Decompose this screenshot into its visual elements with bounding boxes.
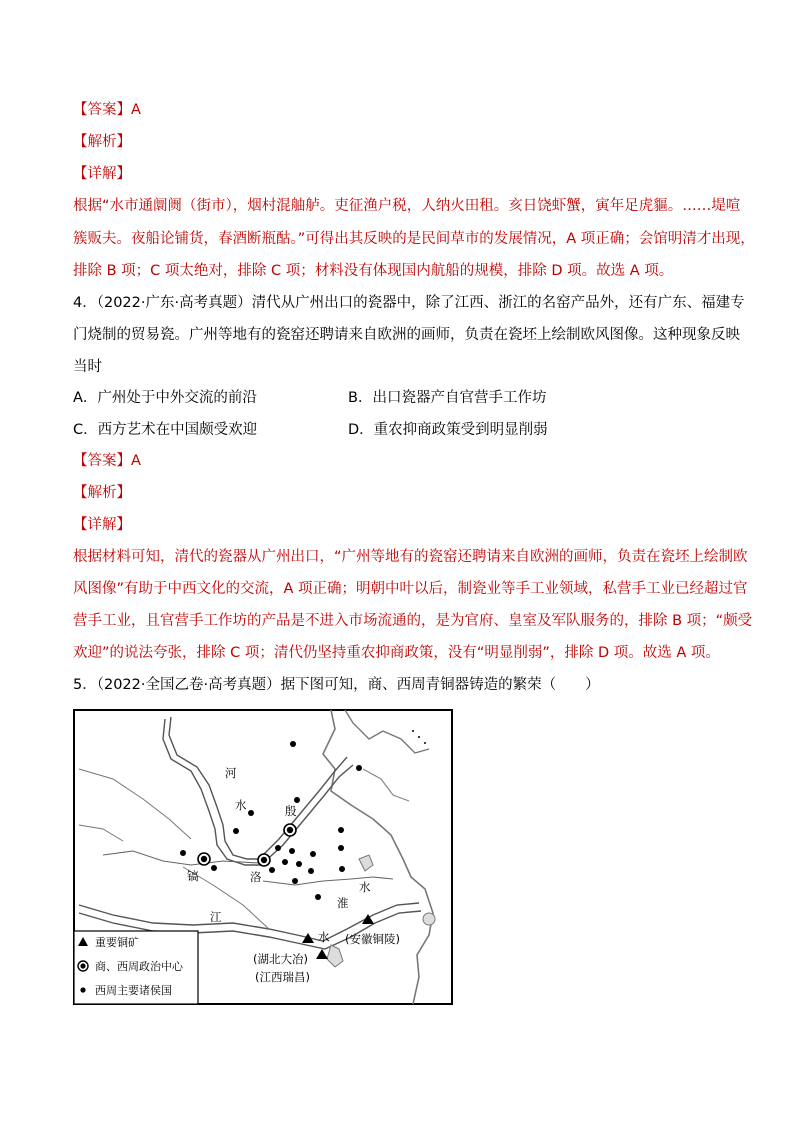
analysis-tag: 【解析】 (73, 134, 131, 150)
q4-detail-line-3: 营手工业，且官营手工作坊的产品是不进入市场流通的，是为官府、皇室及军队服务的，排除 B 项；“颇受 (73, 613, 753, 629)
legend-center: 商、西周政治中心 (95, 960, 183, 973)
label-huai: 淮 (337, 896, 349, 910)
answer-tag: 【答案】 (73, 453, 131, 469)
label-he: 河 (225, 766, 237, 780)
q3-detail-line-1: 根据“水市通阛阓（街市），烟村混舳舻。吏征渔户税，人纳火田租。亥日饶虾蟹，寅年足虎貙。……堤喧 (73, 198, 741, 214)
political-center-luo (258, 854, 270, 866)
q4-stem-line-1: 4．（2022·广东·高考真题）清代从广州出口的瓷器中，除了江西、浙江的名窑产品外，还有广东、福建专 (73, 295, 745, 311)
q4-option-a: A．广州处于中外交流的前沿 (73, 390, 257, 406)
bronze-map-figure (73, 709, 453, 1005)
q4-detail-line-2: 风图像”有助于中西文化的交流，A 项正确；明朝中叶以后，制瓷业等手工业领域，私营手工业已经超过官 (73, 581, 748, 597)
q4-detail-line-4: 欢迎”的说法夸张，排除 C 项；清代仍坚持重农抑商政策，没有“明显削弱”，排除 D 项。故选 A 项。 (73, 645, 720, 661)
answer-value: A (131, 102, 141, 118)
q4-option-b: B．出口瓷器产自官营手工作坊 (348, 390, 547, 406)
label-jiangxi: (江西瑞昌) (255, 970, 310, 984)
legend-vassal: 西周主要诸侯国 (95, 984, 172, 997)
label-jiang: 江 (210, 910, 222, 924)
label-shui-c: 水 (318, 930, 330, 944)
detail-tag: 【详解】 (73, 517, 131, 533)
q4-stem-line-2: 门烧制的贸易瓷。广州等地有的瓷窑还聘请来自欧洲的画师，负责在瓷坯上绘制欧风图像。这种现象反映 (73, 327, 740, 343)
q4-detail-tag (73, 515, 131, 535)
q3-detail-line-3: 排除 B 项；C 项太绝对，排除 C 项；材料没有体现国内航船的规模，排除 D 项。故选 A 项。 (73, 263, 674, 279)
q3-detail-line-2: 簇贩夫。夜船论铺货，春酒断瓶酤。”可得出其反映的是民间草市的发展情况，A 项正确；会馆明清才出现， (73, 231, 755, 247)
label-shui-b: 水 (359, 880, 371, 894)
q3-analysis-tag (73, 132, 131, 152)
map-legend (74, 931, 198, 1004)
q4-stem-line-3: 当时 (73, 359, 102, 375)
q3-detail-tag (73, 164, 131, 184)
political-center-yin (284, 824, 296, 836)
q4-detail-line-1: 根据材料可知，清代的瓷器从广州出口，“广州等地有的瓷窑还聘请来自欧洲的画师，负责在瓷坯上绘制欧 (73, 549, 748, 565)
label-hubei: (湖北大冶) (253, 952, 308, 966)
answer-value: A (131, 453, 141, 469)
q5-stem: 5．（2022·全国乙卷·高考真题）据下图可知，商、西周青铜器铸造的繁荣（ ） (73, 677, 600, 693)
q3-answer-line (73, 100, 141, 120)
label-hao: 镐 (187, 869, 199, 883)
political-center-hao (198, 853, 210, 865)
answer-tag: 【答案】 (73, 102, 131, 118)
q4-answer-line (73, 451, 141, 471)
label-yin: 殷 (285, 804, 297, 818)
detail-tag: 【详解】 (73, 166, 131, 182)
label-luo: 洛 (250, 870, 262, 884)
bronze-map (73, 709, 453, 1005)
label-anhui: (安徽铜陵) (345, 932, 400, 946)
legend-copper: 重要铜矿 (95, 936, 139, 949)
label-shui-a: 水 (235, 798, 247, 812)
q4-analysis-tag (73, 483, 131, 503)
analysis-tag: 【解析】 (73, 485, 131, 501)
q4-option-c: C．西方艺术在中国颇受欢迎 (73, 422, 258, 438)
q4-option-d: D．重农抑商政策受到明显削弱 (348, 422, 548, 438)
